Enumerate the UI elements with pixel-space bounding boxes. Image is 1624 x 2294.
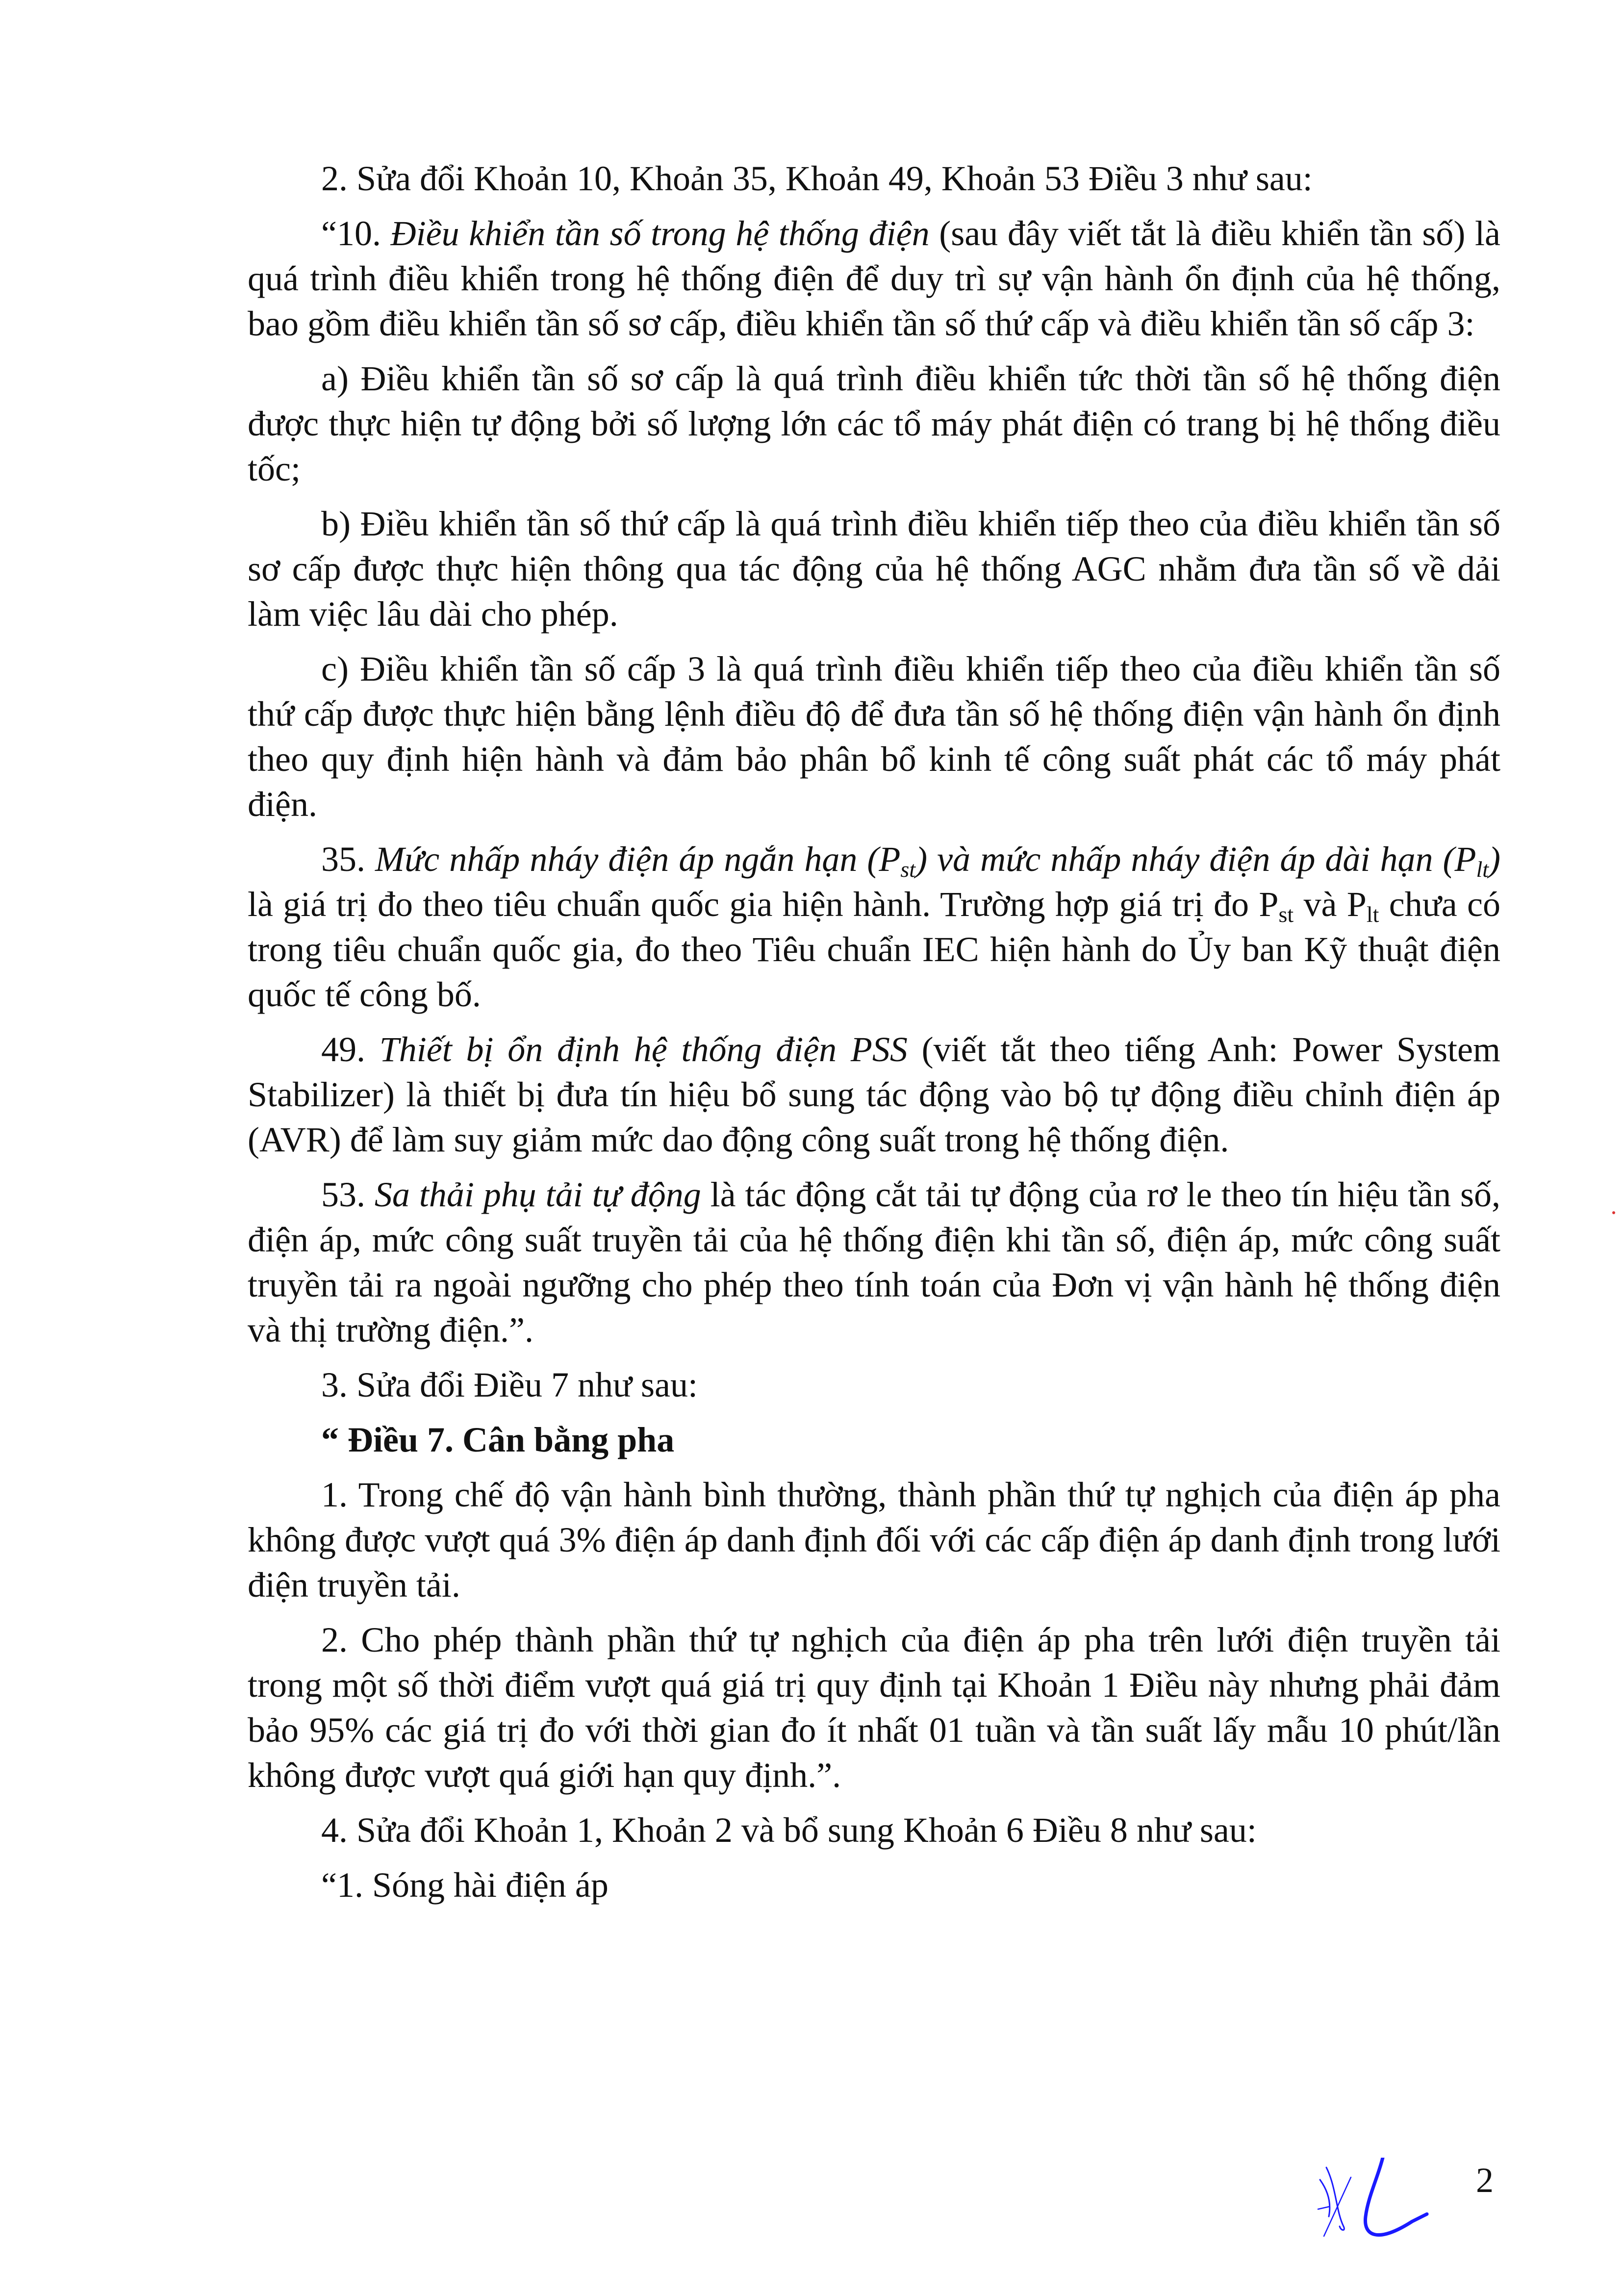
paragraph-item-a: a) Điều khiển tần số sơ cấp là quá trình điều khiển tức thời tần số hệ thống điện được thực hiện tự động bởi số lượng lớn các tổ máy phát điện có trang bị hệ thống điều tốc; (248, 359, 1500, 488)
clause-text: chưa có trong tiêu chuẩn quốc gia, đo theo Tiêu chuẩn IEC hiện hành do Ủy ban Kỹ thuật điện quốc tế công bố. (248, 885, 1500, 1014)
subscript: lt (1366, 902, 1379, 927)
paragraph-article-7-clause-1: 1. Trong chế độ vận hành bình thường, thành phần thứ tự nghịch của điện áp pha không được vượt quá 3% điện áp danh định đối với các cấp điện áp danh định trong lưới điện truyền tải. (248, 1475, 1500, 1605)
paragraph-clause-35 (248, 837, 1500, 1017)
page-number: 2 (1476, 2161, 1494, 2200)
clause-number: “10. (321, 214, 391, 253)
paragraph-amend-article-7: 3. Sửa đổi Điều 7 như sau: (321, 1365, 698, 1404)
paragraph-amend-article-8: 4. Sửa đổi Khoản 1, Khoản 2 và bổ sung Khoản 6 Điều 8 như sau: (321, 1810, 1257, 1850)
paragraph-item-c: c) Điều khiển tần số cấp 3 là quá trình điều khiển tiếp theo của điều khiển tần số thứ cấp được thực hiện bằng lệnh điều độ để đưa tần số hệ thống điện vận hành ổn định theo quy định hiện hành và đảm bảo phân bổ kinh tế công suất phát các tổ máy phát điện. (248, 649, 1500, 824)
defined-term: Thiết bị ổn định hệ thống điện PSS (379, 1030, 908, 1069)
paragraph-item-b: b) Điều khiển tần số thứ cấp là quá trình điều khiển tiếp theo của điều khiển tần số sơ cấp được thực hiện thông qua tác động của hệ thống AGC nhằm đưa tần số về dải làm việc lâu dài cho phép. (248, 504, 1500, 634)
term-part: ) và mức nhấp nháy điện áp dài hạn (P (915, 840, 1476, 879)
document-body (248, 156, 1500, 1917)
defined-term (375, 840, 1500, 882)
clause-text: là tác động cắt tải tự động của rơ le theo tín hiệu tần số, điện áp, mức công suất truyền tải của hệ thống điện khi tần số, điện áp, mức công suất truyền tải ra ngoài ngưỡng cho phép theo tính toán của Đơn vị vận hành hệ thống điện và thị trường điện.”. (248, 1175, 1501, 1350)
scan-artifact-dot (1612, 1211, 1615, 1214)
paragraph-clause-53 (248, 1172, 1500, 1352)
article-7-heading: “ Điều 7. Cân bằng pha (321, 1420, 675, 1459)
signature-stroke (1318, 2207, 1329, 2209)
clause-number: 35. (321, 840, 376, 879)
clause-text: (sau đây viết tắt là điều khiển tần số) là quá trình điều khiển trong hệ thống điện để duy trì sự vận hành ổn định của hệ thống, bao gồm điều khiển tần số sơ cấp, điều khiển tần số thứ cấp và điều khiển tần số cấp 3: (248, 214, 1501, 343)
clause-text: và P (1294, 885, 1367, 924)
defined-term: Sa thải phụ tải tự động (374, 1175, 701, 1214)
term-part: ) (1489, 840, 1500, 879)
signature-stroke (1320, 2180, 1330, 2217)
paragraph-article-7-clause-2: 2. Cho phép thành phần thứ tự nghịch của điện áp pha trên lưới điện truyền tải trong một số thời điểm vượt quá giá trị quy định tại Khoản 1 Điều này nhưng phải đảm bảo 95% các giá trị đo với thời gian đo ít nhất 01 tuần và tần suất lấy mẫu 10 phút/lần không được vượt quá giới hạn quy định.”. (248, 1620, 1500, 1795)
paragraph-voltage-harmonics: “1. Sóng hài điện áp (321, 1865, 609, 1905)
clause-text: là giá trị đo theo tiêu chuẩn quốc gia hiện hành. Trường hợp giá trị đo P (248, 885, 1279, 924)
paragraph-clause-10 (248, 211, 1500, 346)
subscript: st (900, 857, 916, 882)
signature-stroke (1365, 2158, 1427, 2235)
subscript: st (1278, 902, 1294, 927)
clause-text: (viết tắt theo tiếng Anh: Power System Stabilizer) là thiết bị đưa tín hiệu bổ sung tác động vào bộ tự động điều chỉnh điện áp (AVR) để làm suy giảm mức dao động công suất trong hệ thống điện. (248, 1030, 1501, 1159)
paragraph-amend-article-3: 2. Sửa đổi Khoản 10, Khoản 35, Khoản 49, Khoản 53 Điều 3 như sau: (321, 159, 1313, 198)
subscript: lt (1476, 857, 1489, 882)
signature-initials (1314, 2158, 1442, 2251)
clause-number: 49. (321, 1030, 380, 1069)
clause-number: 53. (321, 1175, 375, 1214)
term-part: Mức nhấp nháy điện áp ngắn hạn (P (375, 840, 901, 879)
paragraph-clause-49 (248, 1027, 1500, 1162)
defined-term: Điều khiển tần số trong hệ thống điện (390, 214, 930, 253)
